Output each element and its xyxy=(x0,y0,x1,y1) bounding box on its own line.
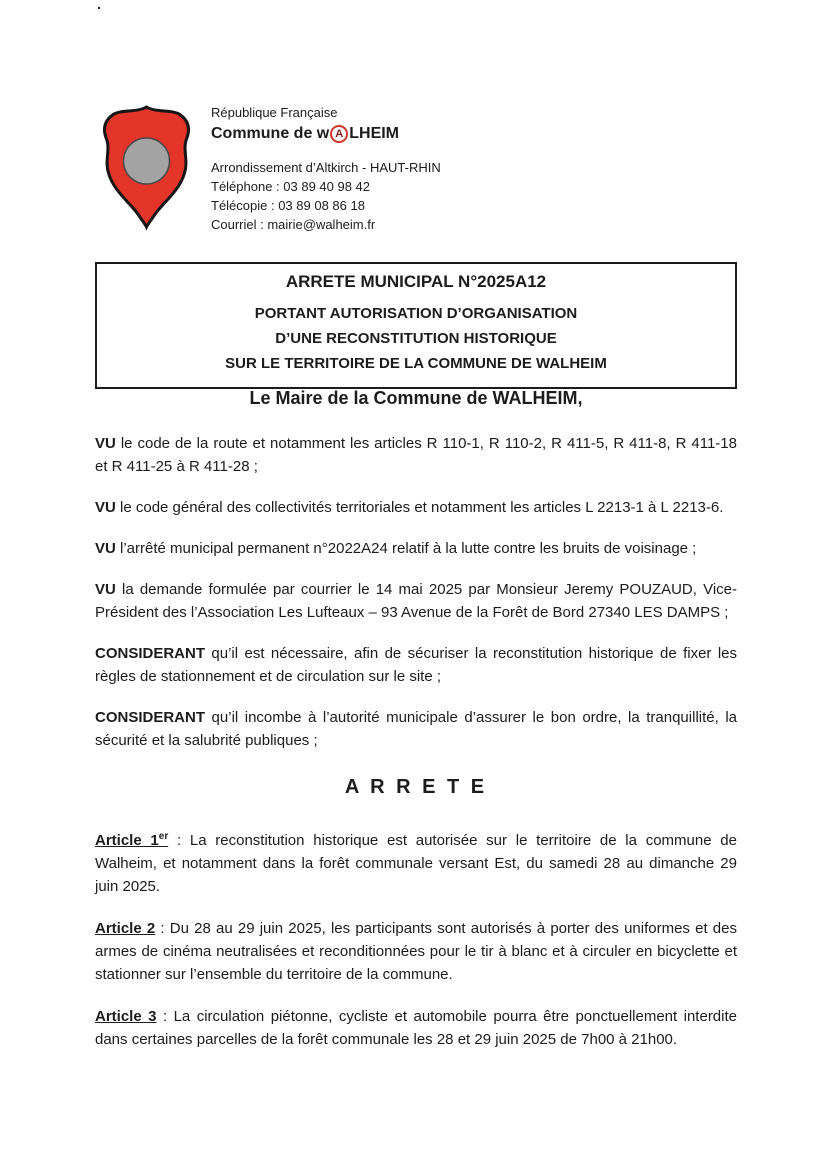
recital-lead: VU xyxy=(95,581,116,598)
decree-subtitle-line-2: D’UNE RECONSTITUTION HISTORIQUE xyxy=(275,330,557,347)
recital-lead: VU xyxy=(95,435,116,452)
recital-lead: CONSIDERANT xyxy=(95,709,206,726)
recital-lead: VU xyxy=(95,540,116,557)
scan-artifact-dot: . xyxy=(97,0,101,12)
article-text: La reconstitution historique est autorisée sur le territoire de la commune de Walheim, et notamment dans la forêt communale versant Est, du samedi 28 au dimanche 29 juin 2025. xyxy=(95,832,737,895)
recital-text: qu’il est nécessaire, afin de sécuriser la reconstitution historique de fixer les règles de stationnement et de circulation sur le site ; xyxy=(95,645,737,685)
recital-paragraph xyxy=(95,578,737,624)
recital-text: l’arrêté municipal permanent n°2022A24 relatif à la lutte contre les bruits de voisinage ; xyxy=(115,540,697,557)
article-ordinal-sup: er xyxy=(158,831,169,842)
letterhead-text xyxy=(211,103,441,234)
article-paragraph xyxy=(95,825,737,898)
article-separator: : xyxy=(155,920,170,937)
commune-name-prefix: Commune de w xyxy=(211,125,330,142)
email-line: Courriel : mairie@walheim.fr xyxy=(211,217,376,232)
commune-crest-icon xyxy=(95,103,198,231)
article-paragraph xyxy=(95,1001,737,1051)
contact-block xyxy=(211,158,441,234)
decree-number-title: ARRETE MUNICIPAL N°2025A12 xyxy=(285,272,547,291)
article-text: La circulation piétonne, cycliste et automobile pourra être ponctuellement interdite dans certaines parcelles de la forêt communale les 28 et 29 juin 2025 de 7h00 à 21h00. xyxy=(95,1008,737,1048)
commune-name xyxy=(211,125,441,143)
recital-paragraph xyxy=(95,642,737,688)
arrete-heading: A R R E T E xyxy=(344,776,488,798)
recital-paragraph xyxy=(95,706,737,752)
recital-lead: VU xyxy=(95,499,116,516)
mayor-heading: Le Maire de la Commune de WALHEIM, xyxy=(249,388,583,408)
letterhead xyxy=(95,103,441,234)
article-separator: : xyxy=(156,1008,174,1025)
phone-line: Téléphone : 03 89 40 98 42 xyxy=(211,179,371,194)
article-label: Article 1er xyxy=(95,831,169,849)
recital-paragraph xyxy=(95,432,737,478)
recital-paragraph xyxy=(95,537,737,560)
recital-text: le code de la route et notamment les articles R 110-1, R 110-2, R 411-5, R 411-8, R 411-18 et R 411-25 à R 411-28 ; xyxy=(95,435,737,475)
decree-title-box xyxy=(95,262,737,389)
recital-text: la demande formulée par courrier le 14 mai 2025 par Monsieur Jeremy POUZAUD, Vice-Président des l’Association Les Lufteaux – 93 Avenue de la Forêt de Bord 27340 LES DAMPS ; xyxy=(95,581,737,621)
article-label: Article 2 xyxy=(95,920,156,937)
recital-lead: CONSIDERANT xyxy=(95,645,206,662)
article-label: Article 3 xyxy=(95,1008,157,1025)
article-separator: : xyxy=(168,832,190,849)
article-paragraph xyxy=(95,913,737,986)
recital-text: qu’il incombe à l’autorité municipale d’assurer le bon ordre, la tranquillité, la sécurité et la salubrité publiques ; xyxy=(95,709,737,749)
decree-subtitle-line-1: PORTANT AUTORISATION D’ORGANISATION xyxy=(254,305,578,322)
fax-line: Télécopie : 03 89 08 86 18 xyxy=(211,198,365,213)
decree-subtitle-line-3: SUR LE TERRITOIRE DE LA COMMUNE DE WALHEIM xyxy=(225,355,607,372)
recital-paragraph xyxy=(95,496,737,519)
republic-line: République Française xyxy=(211,105,338,120)
arrondissement-line: Arrondissement d’Altkirch - HAUT-RHIN xyxy=(211,160,441,175)
decree-body xyxy=(95,432,737,1066)
recital-text: le code général des collectivités territoriales et notamment les articles L 2213-1 à L 2213-6. xyxy=(115,499,724,516)
commune-name-suffix: LHEIM xyxy=(349,125,400,142)
circled-a-logo-icon: A xyxy=(330,125,348,143)
article-text: Du 28 au 29 juin 2025, les participants sont autorisés à porter des uniformes et des armes de cinéma neutralisées et reconditionnées pour le tir à blanc et à circuler en bicyclette et stationner sur l’ensemble du territoire de la commune. xyxy=(95,920,737,983)
